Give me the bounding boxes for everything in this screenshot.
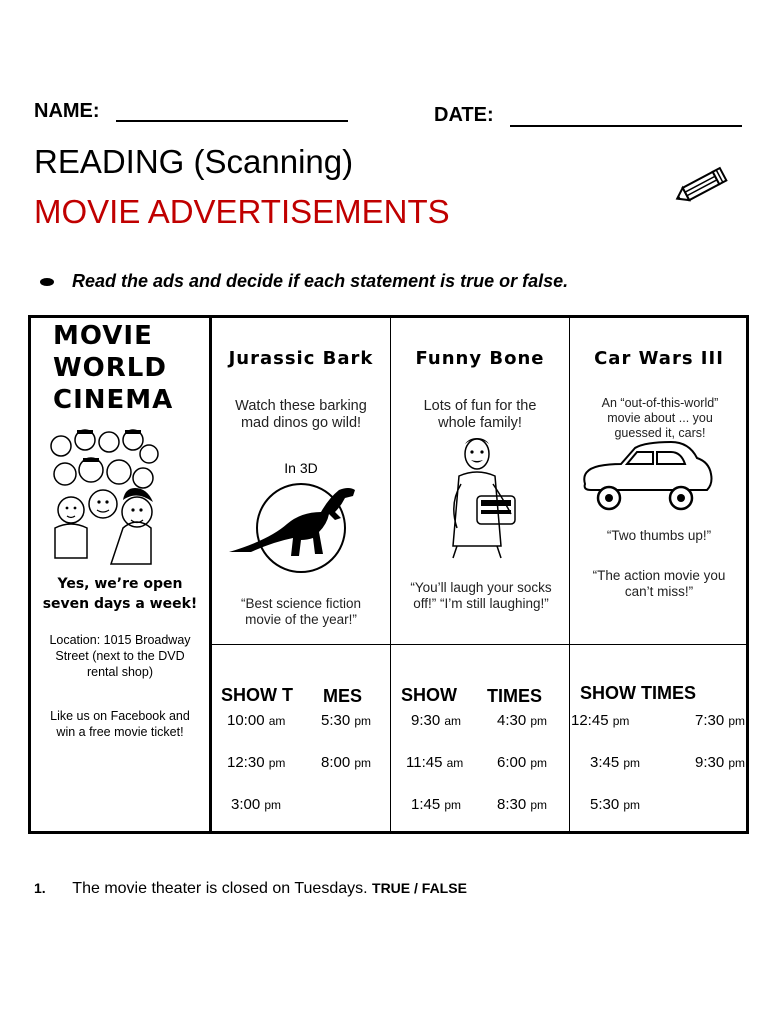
- showtime: 7:30 pm: [695, 712, 746, 729]
- showtime: 3:00 pm: [231, 796, 282, 813]
- cinema-location: Location: 1015 Broadway Street (next to the DVD rental shop): [49, 633, 191, 679]
- question-text: The movie theater is closed on Tuesdays.: [72, 880, 368, 897]
- showtime: 12:30 pm: [227, 754, 286, 771]
- cinema-tagline: Yes, we’re open seven days a week!: [42, 576, 198, 612]
- showtimes-header: MES: [323, 686, 363, 706]
- cinema-name: MOVIE WORLD CINEMA: [53, 321, 174, 415]
- name-field[interactable]: [116, 120, 348, 122]
- movie-title: Jurassic Bark: [228, 348, 374, 369]
- showtime: 6:00 pm: [497, 754, 548, 771]
- question-item: [34, 880, 467, 898]
- date-label: DATE:: [434, 104, 494, 126]
- instruction-text: Read the ads and decide if each statement is true or false.: [72, 271, 569, 291]
- divider: [209, 318, 212, 831]
- movie-blurb: Lots of fun for the whole family!: [423, 398, 537, 431]
- comedian-illustration: [437, 436, 523, 560]
- showtime: 9:30 am: [411, 712, 462, 729]
- showtime: 1:45 pm: [411, 796, 462, 813]
- date-field[interactable]: [510, 125, 742, 127]
- showtime: 12:45 pm: [571, 712, 630, 729]
- movie-quote: “The action movie you can’t miss!”: [592, 568, 726, 599]
- showtimes-header: SHOW: [401, 685, 457, 705]
- showtimes-header: SHOW TIMES: [580, 683, 696, 703]
- showtime: 8:30 pm: [497, 796, 548, 813]
- pencil-icon: [668, 162, 734, 210]
- cinema-facebook: Like us on Facebook and win a free movie ticket!: [50, 709, 190, 739]
- car-illustration: [579, 440, 713, 514]
- movie-quote: “Two thumbs up!”: [606, 528, 712, 543]
- page-subtitle: MOVIE ADVERTISEMENTS: [34, 193, 450, 230]
- showtime: 9:30 pm: [695, 754, 746, 771]
- showtimes-header: SHOW T: [221, 685, 293, 705]
- movie-quote: “You’ll laugh your socks off!” “I’m still laughing!”: [410, 580, 552, 611]
- divider: [211, 644, 746, 645]
- movie-title: Funny Bone: [415, 348, 545, 369]
- true-false-answer[interactable]: TRUE / FALSE: [372, 880, 467, 896]
- crowd-illustration: [47, 428, 159, 568]
- showtime: 5:30 pm: [321, 712, 372, 729]
- showtime: 10:00 am: [227, 712, 286, 729]
- showtime: 8:00 pm: [321, 754, 372, 771]
- showtime: 3:45 pm: [590, 754, 641, 771]
- name-label: NAME:: [34, 100, 100, 122]
- movie-title: Car Wars III: [594, 348, 724, 369]
- ads-table: [28, 315, 749, 834]
- bullet-icon: [40, 278, 54, 286]
- page-title: READING (Scanning): [34, 143, 354, 180]
- movie-quote: “Best science fiction movie of the year!”: [240, 596, 362, 627]
- divider: [390, 318, 391, 831]
- showtime: 4:30 pm: [497, 712, 548, 729]
- question-number: 1.: [34, 880, 46, 896]
- showtime: 5:30 pm: [590, 796, 641, 813]
- movie-blurb: Watch these barking mad dinos go wild!: [235, 398, 367, 431]
- showtime: 11:45 am: [406, 754, 464, 771]
- divider: [569, 318, 570, 831]
- dinosaur-illustration: [227, 478, 357, 578]
- movie-format: In 3D: [284, 460, 318, 476]
- movie-blurb: An “out-of-this-world” movie about ... you guessed it, cars!: [601, 396, 719, 440]
- showtimes-header: TIMES: [487, 686, 543, 706]
